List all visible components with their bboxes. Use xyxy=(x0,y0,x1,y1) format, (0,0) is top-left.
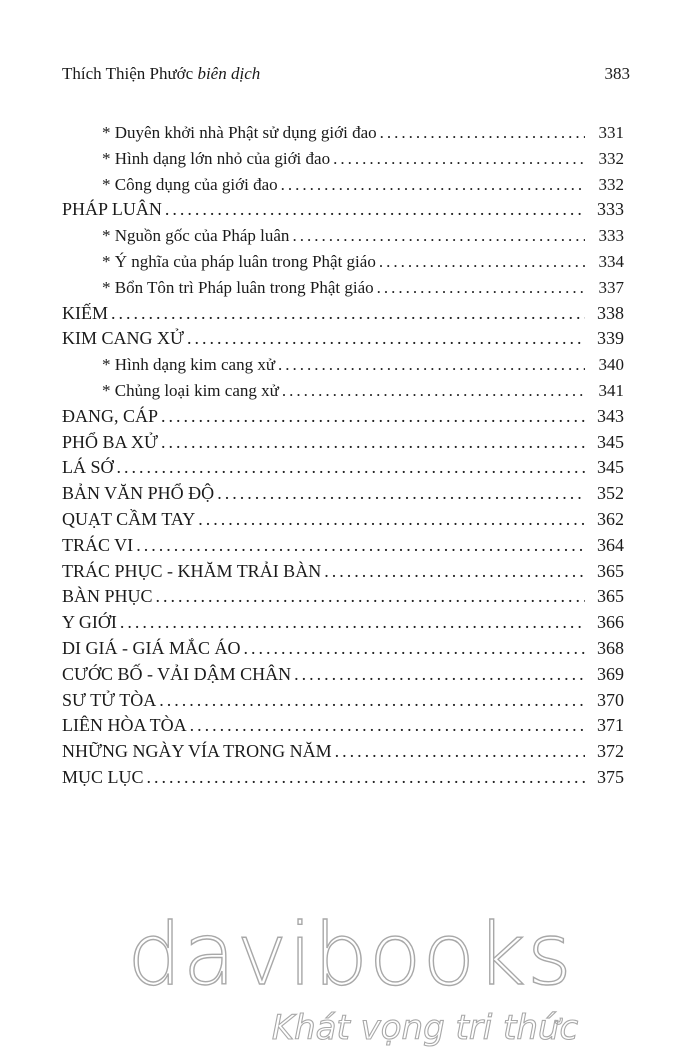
toc-entry-title: BÀN PHỤC xyxy=(62,586,153,607)
toc-entry-page: 372 xyxy=(597,741,624,762)
toc-entry-page: 340 xyxy=(598,355,624,375)
toc-leader-dots xyxy=(294,662,585,688)
toc-entry-page: 370 xyxy=(597,689,624,710)
toc-entry-title: * Hình dạng kim cang xử xyxy=(102,355,276,375)
toc-entry-page: 345 xyxy=(597,431,624,452)
toc-entry-page: 338 xyxy=(597,302,624,323)
toc-entry-title: PHỔ BA XỬ xyxy=(62,431,158,452)
toc-entry-title: * Duyên khởi nhà Phật sử dụng giới đao xyxy=(102,123,377,142)
toc-leader-dots xyxy=(281,172,585,198)
toc-leader-dots xyxy=(380,120,585,146)
toc-leader-dots xyxy=(161,430,585,456)
author-name: Thích Thiện Phước xyxy=(62,64,194,83)
toc-entry xyxy=(62,507,624,533)
author-role: biên dịch xyxy=(197,64,261,83)
toc-entry-page: 365 xyxy=(597,560,624,581)
toc-leader-dots xyxy=(161,404,585,430)
toc-entry-page: 368 xyxy=(597,637,624,658)
toc-entry-title: * Nguồn gốc của Pháp luân xyxy=(102,226,290,246)
toc-entry-title: KIM CANG XỬ xyxy=(62,328,184,349)
toc-leader-dots xyxy=(278,352,585,378)
toc-entry xyxy=(62,610,624,636)
toc-subentry xyxy=(62,146,624,172)
toc-entry xyxy=(62,688,624,714)
toc-entry-page: 337 xyxy=(598,277,624,297)
toc-entry xyxy=(62,584,624,610)
running-header xyxy=(62,64,630,84)
toc-entry xyxy=(62,739,624,765)
toc-entry-page: 375 xyxy=(597,766,624,787)
toc-entry-title: TRÁC PHỤC - KHĂM TRẢI BÀN xyxy=(62,560,322,581)
toc-leader-dots xyxy=(190,713,585,739)
toc-entry-title: DI GIÁ - GIÁ MẮC ÁO xyxy=(62,637,241,658)
toc-entry xyxy=(62,197,624,223)
toc-subentry xyxy=(62,223,624,249)
toc-entry-page: 332 xyxy=(598,174,624,194)
table-of-contents xyxy=(62,120,624,791)
toc-leader-dots xyxy=(335,739,585,765)
toc-leader-dots xyxy=(136,533,585,559)
toc-leader-dots xyxy=(187,326,585,352)
toc-entry xyxy=(62,636,624,662)
toc-entry-title: * Chủng loại kim cang xử xyxy=(102,380,279,400)
toc-entry xyxy=(62,481,624,507)
toc-entry xyxy=(62,765,624,791)
toc-entry-title: * Công dụng của giới đao xyxy=(102,174,278,194)
toc-subentry xyxy=(62,352,624,378)
toc-entry xyxy=(62,713,624,739)
toc-entry-page: 331 xyxy=(598,123,624,142)
toc-leader-dots xyxy=(159,688,585,714)
toc-entry-page: 371 xyxy=(597,715,624,736)
toc-entry-title: BẢN VĂN PHỔ ĐỘ xyxy=(62,483,215,504)
watermark-logo: davibooks xyxy=(127,905,573,1005)
toc-leader-dots xyxy=(111,301,585,327)
toc-leader-dots xyxy=(156,584,585,610)
toc-subentry xyxy=(62,275,624,301)
toc-entry-page: 362 xyxy=(597,508,624,529)
toc-leader-dots xyxy=(198,507,585,533)
toc-entry-title: LÁ SỚ xyxy=(62,457,114,478)
toc-leader-dots xyxy=(377,275,585,301)
toc-entry-title: QUẠT CẦM TAY xyxy=(62,508,196,529)
toc-entry-page: 332 xyxy=(598,148,624,168)
toc-entry-title: NHỮNG NGÀY VÍA TRONG NĂM xyxy=(62,741,332,762)
toc-entry-page: 339 xyxy=(597,328,624,349)
toc-entry-page: 334 xyxy=(598,251,624,271)
toc-leader-dots xyxy=(333,146,585,172)
toc-entry xyxy=(62,404,624,430)
toc-subentry xyxy=(62,378,624,404)
toc-entry-title: CƯỚC BỐ - VẢI DẬM CHÂN xyxy=(62,663,292,684)
toc-entry-title: SƯ TỬ TÒA xyxy=(62,689,157,710)
toc-entry xyxy=(62,533,624,559)
toc-subentry xyxy=(62,249,624,275)
toc-leader-dots xyxy=(217,481,585,507)
toc-leader-dots xyxy=(117,455,585,481)
toc-entry-title: KIẾM xyxy=(62,302,108,323)
toc-leader-dots xyxy=(292,223,585,249)
toc-entry-title: Y GIỚI xyxy=(62,612,117,633)
toc-entry-page: 341 xyxy=(598,380,624,400)
watermark xyxy=(0,905,700,1048)
toc-leader-dots xyxy=(165,197,585,223)
running-header-author xyxy=(62,64,260,84)
toc-entry-page: 343 xyxy=(597,405,624,426)
toc-leader-dots xyxy=(243,636,585,662)
toc-leader-dots xyxy=(324,559,585,585)
toc-entry-title: ĐANG, CÁP xyxy=(62,405,159,426)
toc-leader-dots xyxy=(147,765,585,791)
toc-entry-title: TRÁC VI xyxy=(62,534,134,555)
toc-entry-title: * Bổn Tôn trì Pháp luân trong Phật giáo xyxy=(102,277,374,297)
toc-leader-dots xyxy=(379,249,585,275)
toc-entry xyxy=(62,301,624,327)
toc-entry xyxy=(62,430,624,456)
toc-entry xyxy=(62,455,624,481)
toc-entry-page: 366 xyxy=(597,612,624,633)
toc-leader-dots xyxy=(120,610,585,636)
watermark-tagline: Khát vọng tri thức xyxy=(271,1008,579,1048)
toc-entry-title: LIÊN HÒA TÒA xyxy=(62,715,187,736)
toc-entry xyxy=(62,662,624,688)
page-number: 383 xyxy=(604,64,630,83)
toc-entry-title: MỤC LỤC xyxy=(62,766,144,787)
toc-subentry xyxy=(62,172,624,198)
toc-entry-title: PHÁP LUÂN xyxy=(62,199,162,220)
toc-entry-title: * Hình dạng lớn nhỏ của giới đao xyxy=(102,148,331,168)
toc-entry-page: 369 xyxy=(597,663,624,684)
toc-entry-title: * Ý nghĩa của pháp luân trong Phật giáo xyxy=(102,251,376,271)
toc-subentry xyxy=(62,120,624,146)
toc-entry-page: 333 xyxy=(597,199,624,220)
toc-leader-dots xyxy=(282,378,585,404)
toc-entry-page: 352 xyxy=(597,483,624,504)
toc-entry xyxy=(62,326,624,352)
toc-entry-page: 333 xyxy=(598,226,624,246)
toc-entry-page: 365 xyxy=(597,586,624,607)
toc-entry-page: 364 xyxy=(597,534,624,555)
toc-entry-page: 345 xyxy=(597,457,624,478)
toc-entry xyxy=(62,559,624,585)
